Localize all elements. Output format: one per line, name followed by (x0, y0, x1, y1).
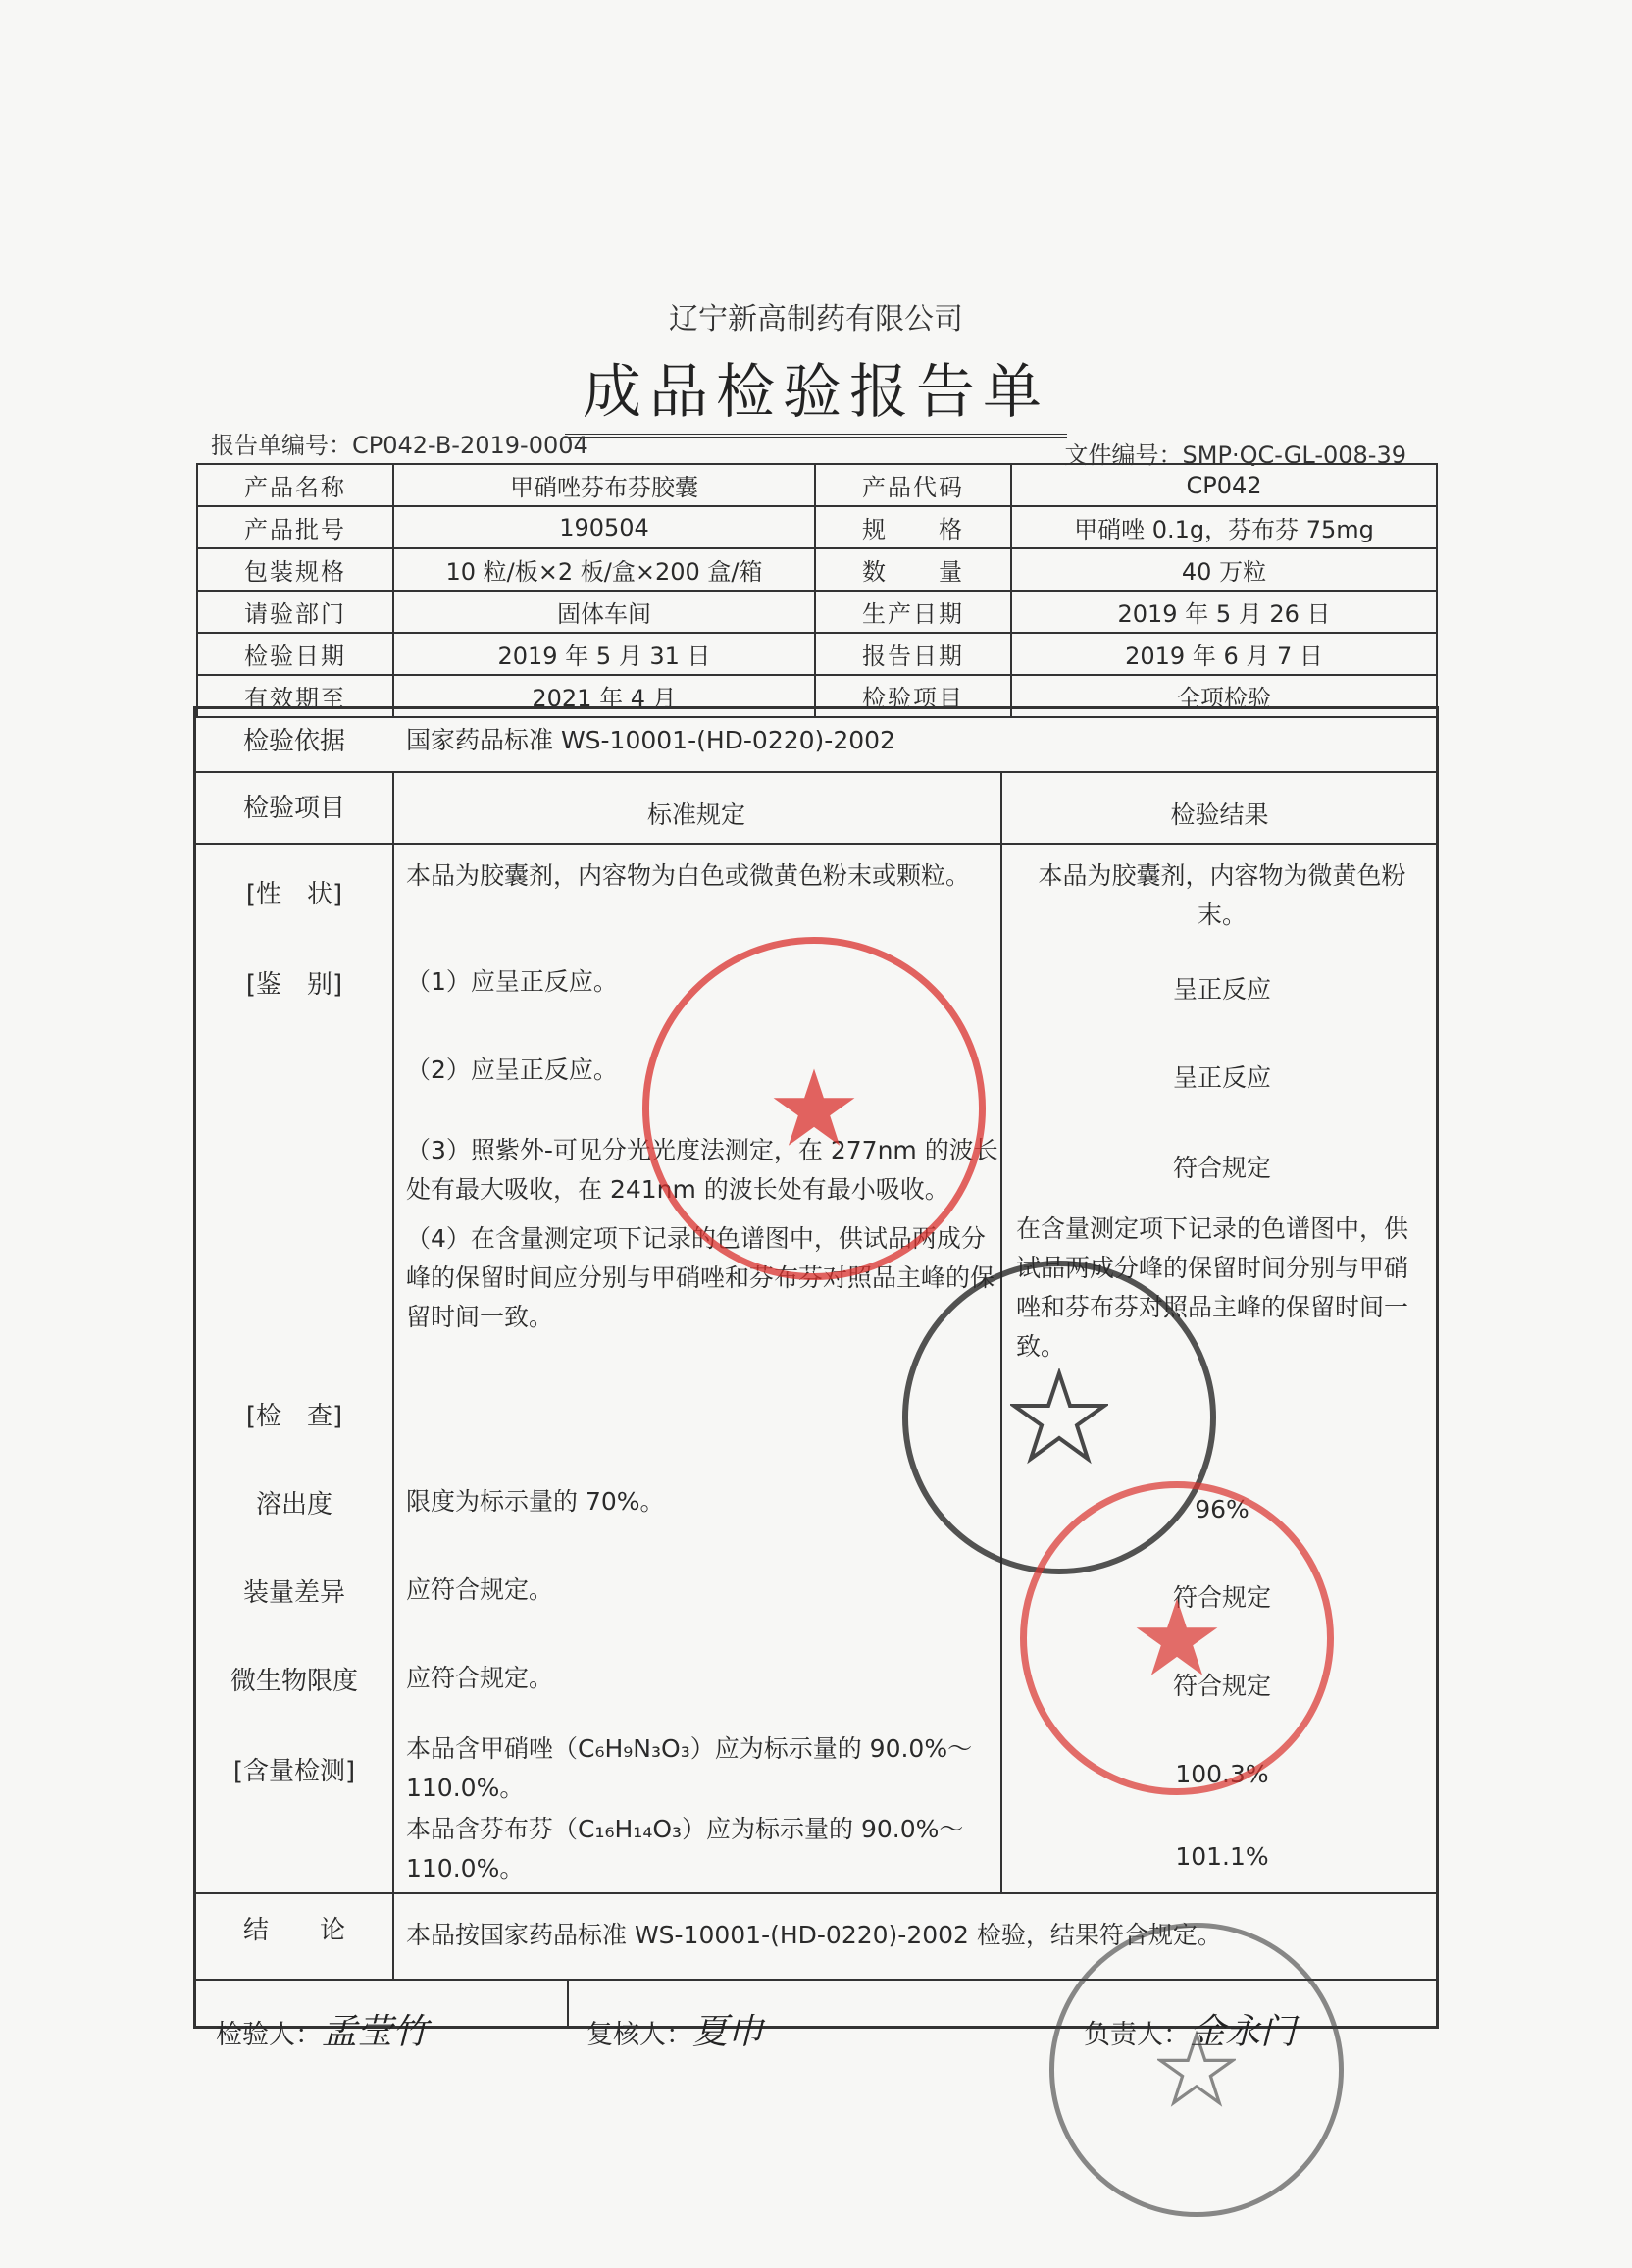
info-value: 甲硝唑 0.1g，芬布芬 75mg (1011, 506, 1437, 548)
column-header-result: 检验结果 (1170, 800, 1269, 829)
info-key: 包装规格 (197, 548, 393, 591)
title-text: 成品检验报告单 (565, 345, 1067, 438)
item-weight-result: 符合规定 (1172, 1583, 1271, 1612)
conclusion-text: 本品按国家药品标准 WS-10001-(HD-0220)-2002 检验，结果符合规定。 (406, 1921, 1222, 1949)
info-key: 产品代码 (815, 464, 1011, 506)
basis-value: 国家药品标准 WS-10001-(HD-0220)-2002 (406, 726, 895, 754)
info-value: 甲硝唑芬布芬胶囊 (393, 464, 815, 506)
item-id-standard-2: （2）应呈正反应。 (406, 1056, 618, 1084)
item-id-result-4: 在含量测定项下记录的色谱图中，供试品两成分峰的保留时间分别与甲硝唑和芬布芬对照品主峰的保留时间一致。 (1016, 1214, 1409, 1361)
info-key: 有效期至 (197, 675, 393, 717)
info-value: 2019 年 5 月 31 日 (393, 633, 815, 675)
column-header-item: 检验项目 (242, 794, 345, 823)
inspection-table (193, 706, 1439, 2052)
row-divider (196, 1892, 1436, 1894)
manager-label: 负责人： (1084, 2020, 1190, 2050)
item-assay-result-2: 101.1% (1175, 1842, 1269, 1871)
item-dissolution-label: 溶出度 (255, 1490, 332, 1520)
col-divider (392, 1892, 394, 1979)
info-key: 数 量 (815, 548, 1011, 591)
info-key: 生产日期 (815, 591, 1011, 633)
seal-star-icon (1010, 1368, 1108, 1467)
info-value: 2019 年 6 月 7 日 (1011, 633, 1437, 675)
info-value: 2021 年 4 月 (393, 675, 815, 717)
report-number (211, 426, 588, 460)
item-weight-standard: 应符合规定。 (406, 1575, 554, 1604)
red-supplier-seal (1020, 1481, 1334, 1795)
info-value: 全项检验 (1011, 675, 1437, 717)
item-assay-standard-1: 本品含甲硝唑（C₆H₉N₃O₃）应为标示量的 90.0%～110.0%。 (406, 1734, 973, 1802)
info-value: 40 万粒 (1011, 548, 1437, 591)
item-dissolution-standard: 限度为标示量的 70%。 (406, 1487, 665, 1516)
item-assay-result-1: 100.3% (1175, 1760, 1269, 1788)
info-value: CP042 (1011, 464, 1437, 506)
item-id-standard-3: （3）照紫外-可见分光光度法测定，在 277nm 的波长处有最大吸收，在 241nm 的波长处有最小吸收。 (406, 1136, 998, 1204)
seal-star-icon (1157, 2031, 1236, 2109)
info-value: 190504 (393, 506, 815, 548)
item-id-result-2: 呈正反应 (1172, 1063, 1271, 1092)
seal-star-icon (1133, 1594, 1221, 1682)
item-character-result: 本品为胶囊剂，内容物为微黄色粉末。 (1038, 861, 1406, 929)
item-assay-label: [含量检测] (232, 1757, 356, 1786)
info-key: 报告日期 (815, 633, 1011, 675)
item-identification-label: [鉴 别] (245, 970, 343, 1000)
inspector-signature (216, 2004, 428, 2054)
item-id-standard-1: （1）应呈正反应。 (406, 967, 618, 996)
info-key: 规 格 (815, 506, 1011, 548)
seal-star-icon (770, 1064, 858, 1153)
item-micro-result: 符合规定 (1172, 1672, 1271, 1700)
col-divider (567, 1979, 569, 2029)
item-weight-label: 装量差异 (242, 1578, 345, 1608)
row-divider (196, 843, 1436, 845)
report-number-value: CP042-B-2019-0004 (352, 432, 588, 459)
info-key: 产品批号 (197, 506, 393, 548)
conclusion-label: 结 论 (242, 1916, 345, 1945)
column-header-standard: 标准规定 (646, 800, 745, 829)
item-check-label: [检 查] (245, 1402, 343, 1431)
manager-name: 金永门 (1190, 2012, 1297, 2052)
item-id-standard-4: （4）在含量测定项下记录的色谱图中，供试品两成分峰的保留时间应分别与甲硝唑和芬布芬对照品主峰的保留时间一致。 (406, 1224, 995, 1331)
col-divider (392, 771, 394, 1892)
info-value: 2019 年 5 月 26 日 (1011, 591, 1437, 633)
file-number-label: 文件编号： (1064, 441, 1183, 469)
file-number-value: SMP·QC-GL-008-39 (1182, 441, 1406, 469)
item-id-result-3: 符合规定 (1172, 1154, 1271, 1182)
row-divider (196, 771, 1436, 773)
item-character-standard: 本品为胶囊剂，内容物为白色或微黄色粉末或颗粒。 (406, 861, 971, 890)
item-micro-standard: 应符合规定。 (406, 1664, 554, 1692)
item-id-result-1: 呈正反应 (1172, 975, 1271, 1004)
bottom-qm-seal (1049, 1923, 1344, 2217)
report-number-label: 报告单编号： (211, 432, 352, 459)
info-key: 产品名称 (197, 464, 393, 506)
product-info-table (196, 463, 1438, 718)
basis-label: 检验依据 (242, 727, 345, 756)
reviewer-name: 夏巾 (692, 2012, 764, 2052)
info-row (197, 548, 1437, 591)
info-key: 检验日期 (197, 633, 393, 675)
item-micro-label: 微生物限度 (230, 1667, 358, 1696)
info-row (197, 633, 1437, 675)
red-company-seal (642, 937, 986, 1280)
info-key: 检验项目 (815, 675, 1011, 717)
item-dissolution-result: 96% (1195, 1495, 1250, 1523)
info-row (197, 506, 1437, 548)
inspector-name: 孟莹竹 (322, 2012, 429, 2052)
info-row (197, 464, 1437, 506)
page-title (0, 345, 1632, 438)
info-row (197, 591, 1437, 633)
reviewer-label: 复核人： (586, 2020, 692, 2050)
reviewer-signature (586, 2004, 763, 2054)
info-value: 固体车间 (393, 591, 815, 633)
item-assay-standard-2: 本品含芬布芬（C₁₆H₁₄O₃）应为标示量的 90.0%～110.0%。 (406, 1815, 964, 1882)
info-value: 10 粒/板×2 板/盒×200 盒/箱 (393, 548, 815, 591)
company-name: 辽宁新高制药有限公司 (669, 302, 963, 336)
item-character-label: [性 状] (245, 880, 343, 909)
info-key: 请验部门 (197, 591, 393, 633)
inspector-label: 检验人： (216, 2020, 322, 2050)
